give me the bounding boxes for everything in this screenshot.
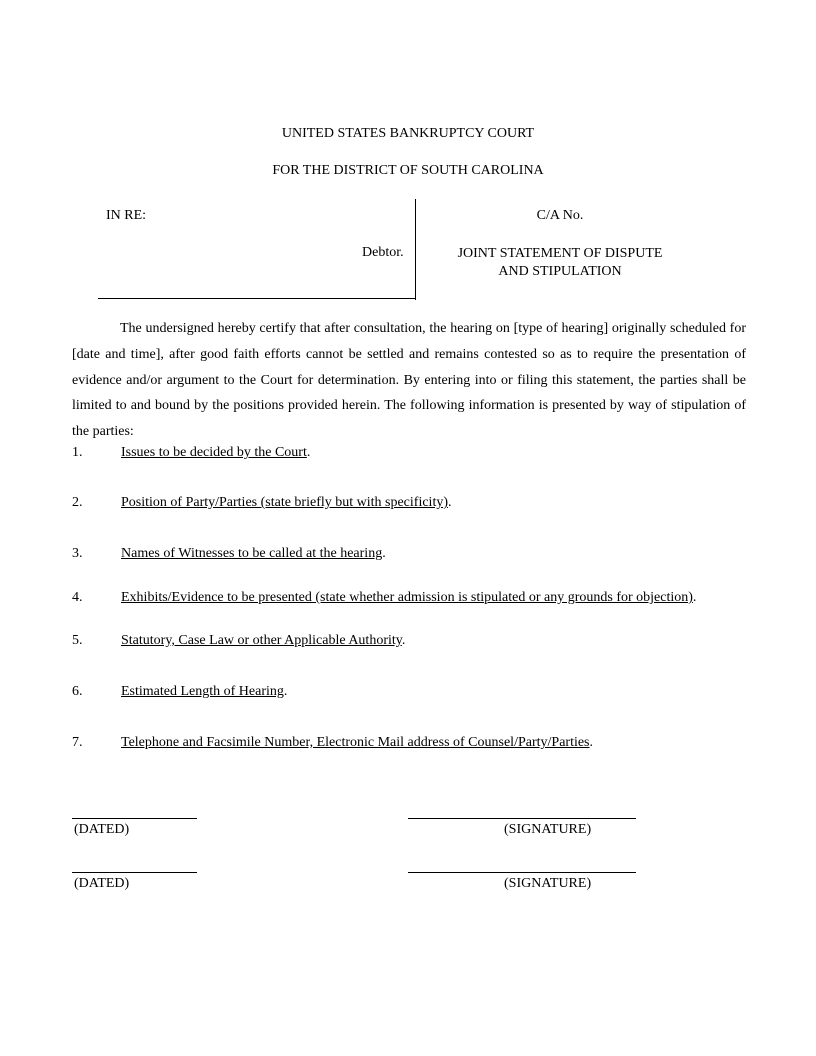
list-item-period: . (306, 445, 311, 460)
list-item-number: 5. (72, 633, 83, 648)
in-re-label: IN RE: (106, 208, 147, 223)
list-item-period: . (401, 633, 406, 648)
court-name: UNITED STATES BANKRUPTCY COURT (281, 126, 535, 141)
dated-label: (DATED) (74, 822, 130, 837)
list-item-period: . (283, 684, 288, 699)
list-item-heading: Statutory, Case Law or other Applicable Authority (121, 633, 402, 648)
list-item-heading: Exhibits/Evidence to be presented (state whether admission is stipulated or any grounds for objection) (121, 590, 693, 605)
document-title-line-2: AND STIPULATION (498, 264, 622, 279)
list-item-number: 1. (72, 445, 83, 460)
list-item-number: 3. (72, 546, 83, 561)
list-item-number: 6. (72, 684, 83, 699)
district-name: FOR THE DISTRICT OF SOUTH CAROLINA (272, 163, 544, 178)
signature-label: (SIGNATURE) (504, 822, 592, 837)
list-item-period: . (382, 546, 386, 561)
list-item-period: . (589, 735, 594, 750)
intro-paragraph: The undersigned hereby certify that after consultation, the hearing on [type of hearing] originally scheduled for [date and time], after good faith efforts cannot be settled and remains contested so as to require the presentation of evidence and/or argument to the Court for determination. By entering into or filing this statement, the parties shall be limited to and bound by the positions provided herein. The following information is presented by way of stipulation of the parties: (72, 321, 746, 440)
case-number-label: C/A No. (536, 208, 584, 223)
list-item-heading: Telephone and Facsimile Number, Electronic Mail address of Counsel/Party/Parties (121, 735, 590, 750)
debtor-label: Debtor. (362, 245, 404, 260)
list-item-heading: Estimated Length of Hearing (121, 684, 284, 699)
list-item-number: 7. (72, 735, 83, 750)
caption-divider-vertical (415, 199, 416, 300)
document-title (420, 245, 700, 281)
dated-label: (DATED) (74, 876, 130, 891)
list-item-number: 2. (72, 495, 83, 510)
document-title-line-1: JOINT STATEMENT OF DISPUTE (457, 246, 663, 261)
signature-line[interactable] (408, 818, 636, 819)
signature-line[interactable] (408, 872, 636, 873)
date-line[interactable] (72, 872, 197, 873)
list-item-period: . (448, 495, 452, 510)
list-item-number: 4. (72, 590, 83, 605)
list-item-period: . (692, 590, 697, 605)
signature-label: (SIGNATURE) (504, 876, 592, 891)
list-item-heading: Position of Party/Parties (state briefly but with specificity) (121, 495, 448, 510)
caption-divider-horizontal (98, 298, 416, 299)
list-item-heading: Names of Witnesses to be called at the hearing (121, 546, 383, 561)
list-item-heading: Issues to be decided by the Court (121, 445, 307, 460)
date-line[interactable] (72, 818, 197, 819)
